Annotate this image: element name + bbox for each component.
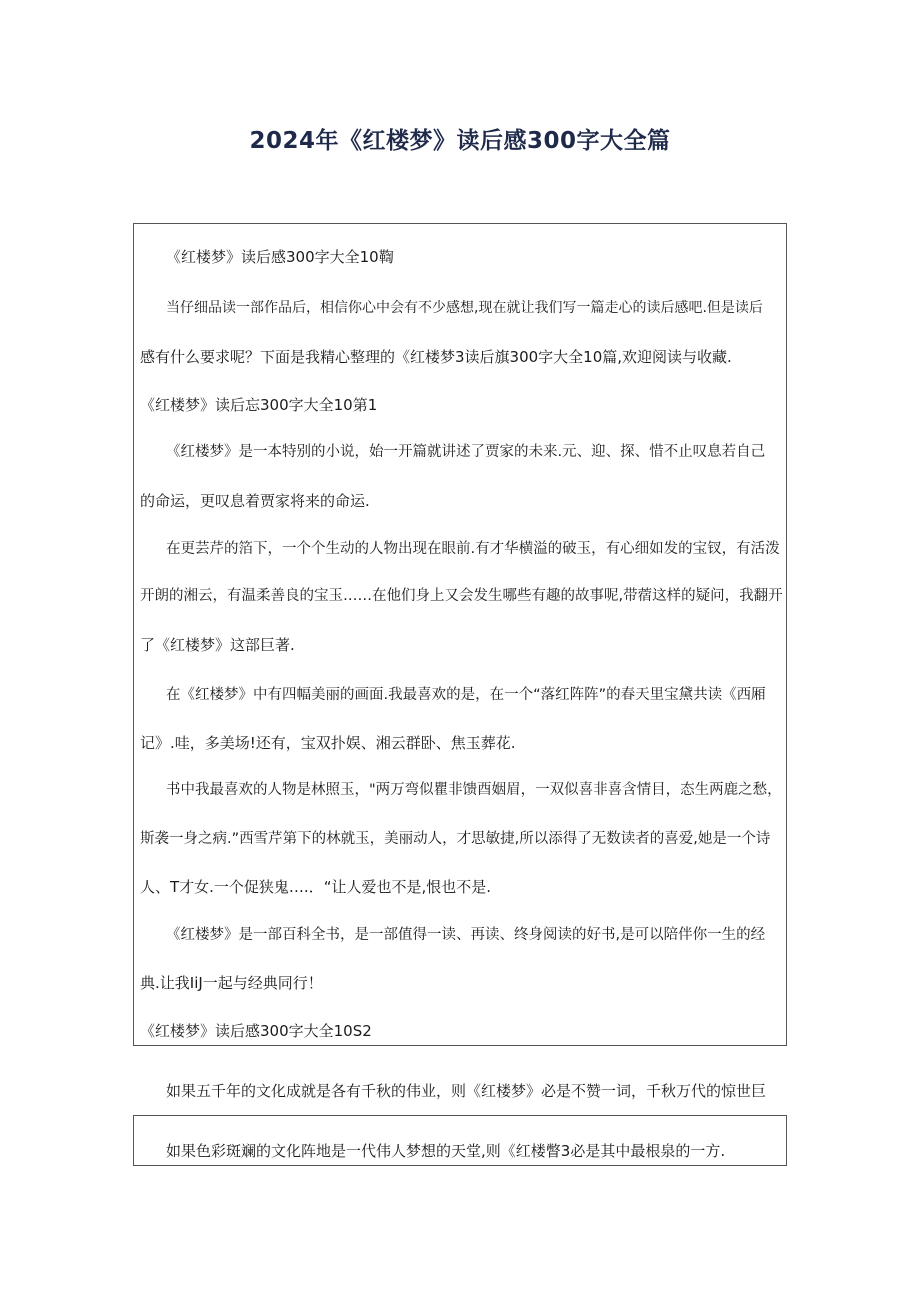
section-heading: 《红楼梦》读后忘300字大全10第1	[140, 396, 378, 414]
paragraph-line: 典.让我IiJ一起与经典同行！	[140, 974, 323, 992]
paragraph-line: 当仔细品读一部作品后，相信你心中会有不少感想,现在就让我们写一篇走心的读后感吧.但是读后	[166, 300, 763, 316]
paragraph-line: 书中我最喜欢的人物是林照玉，"两万弯似瞿非馈酉姻眉，一双似喜非喜含情目，态生两鹿之愁，	[166, 782, 782, 798]
section-heading: 《红楼梦》读后感300字大全10鞫	[166, 248, 394, 266]
section-heading: 《红楼梦》读后感300字大全10S2	[140, 1022, 372, 1040]
paragraph-line: 《红楼梦》是一本特别的小说，始一开篇就讲述了贾家的未来.元、迎、探、惜不止叹息若自己	[166, 444, 766, 460]
page-title: 2024年《红楼梦》读后感300字大全篇	[249, 128, 671, 154]
paragraph-line: 《红楼梦》是一部百科全书，是一部值得一读、再读、终身阅读的好书,是可以陪伴你一生的经	[166, 927, 766, 943]
paragraph-line: 在更芸芹的箔下，一个个生动的人物出现在眼前.有才华横溢的破玉，有心细如发的宝钗，有活泼	[166, 541, 780, 557]
paragraph-line: 了《红楼梦》这部巨著.	[140, 636, 295, 654]
paragraph-line: 在《红楼梦》中有四幅美丽的画面.我最喜欢的是，在一个“落红阵阵”的春天里宝黛共读《西厢	[166, 687, 766, 703]
paragraph-line: 感有什么要求呢？下面是我精心整理的《红楼梦3读后旗300字大全10篇,欢迎阅读与收藏.	[140, 348, 732, 366]
paragraph-line: 开朗的湘云，有温柔善良的宝玉……在他们身上又会发生哪些有趣的故事呢,带蓿这样的疑问，我翻开	[140, 588, 783, 604]
paragraph-line: 斯袭一身之病.”西雪芹第下的林就玉，美丽动人，才思敏捷,所以添得了无数读者的喜爱,她是一个诗	[140, 831, 771, 847]
paragraph-line: 的命运，更叹息着贾家将来的命运.	[140, 492, 370, 510]
paragraph-line: 人、T才女.一个促狭鬼….．“让人爱也不是,恨也不是.	[140, 878, 492, 896]
paragraph-line: 如果色彩斑斓的文化阵地是一代伟人梦想的天堂,则《红楼瞥3必是其中最根泉的一方.	[166, 1142, 726, 1160]
paragraph-line: 如果五千年的文化成就是各有千秋的伟业，则《红楼梦》必是不赞一词，千秋万代的惊世巨	[166, 1082, 767, 1100]
paragraph-line: 记》.哇，多美场!还有，宝双扑娱、湘云群卧、焦玉葬花.	[140, 734, 516, 752]
